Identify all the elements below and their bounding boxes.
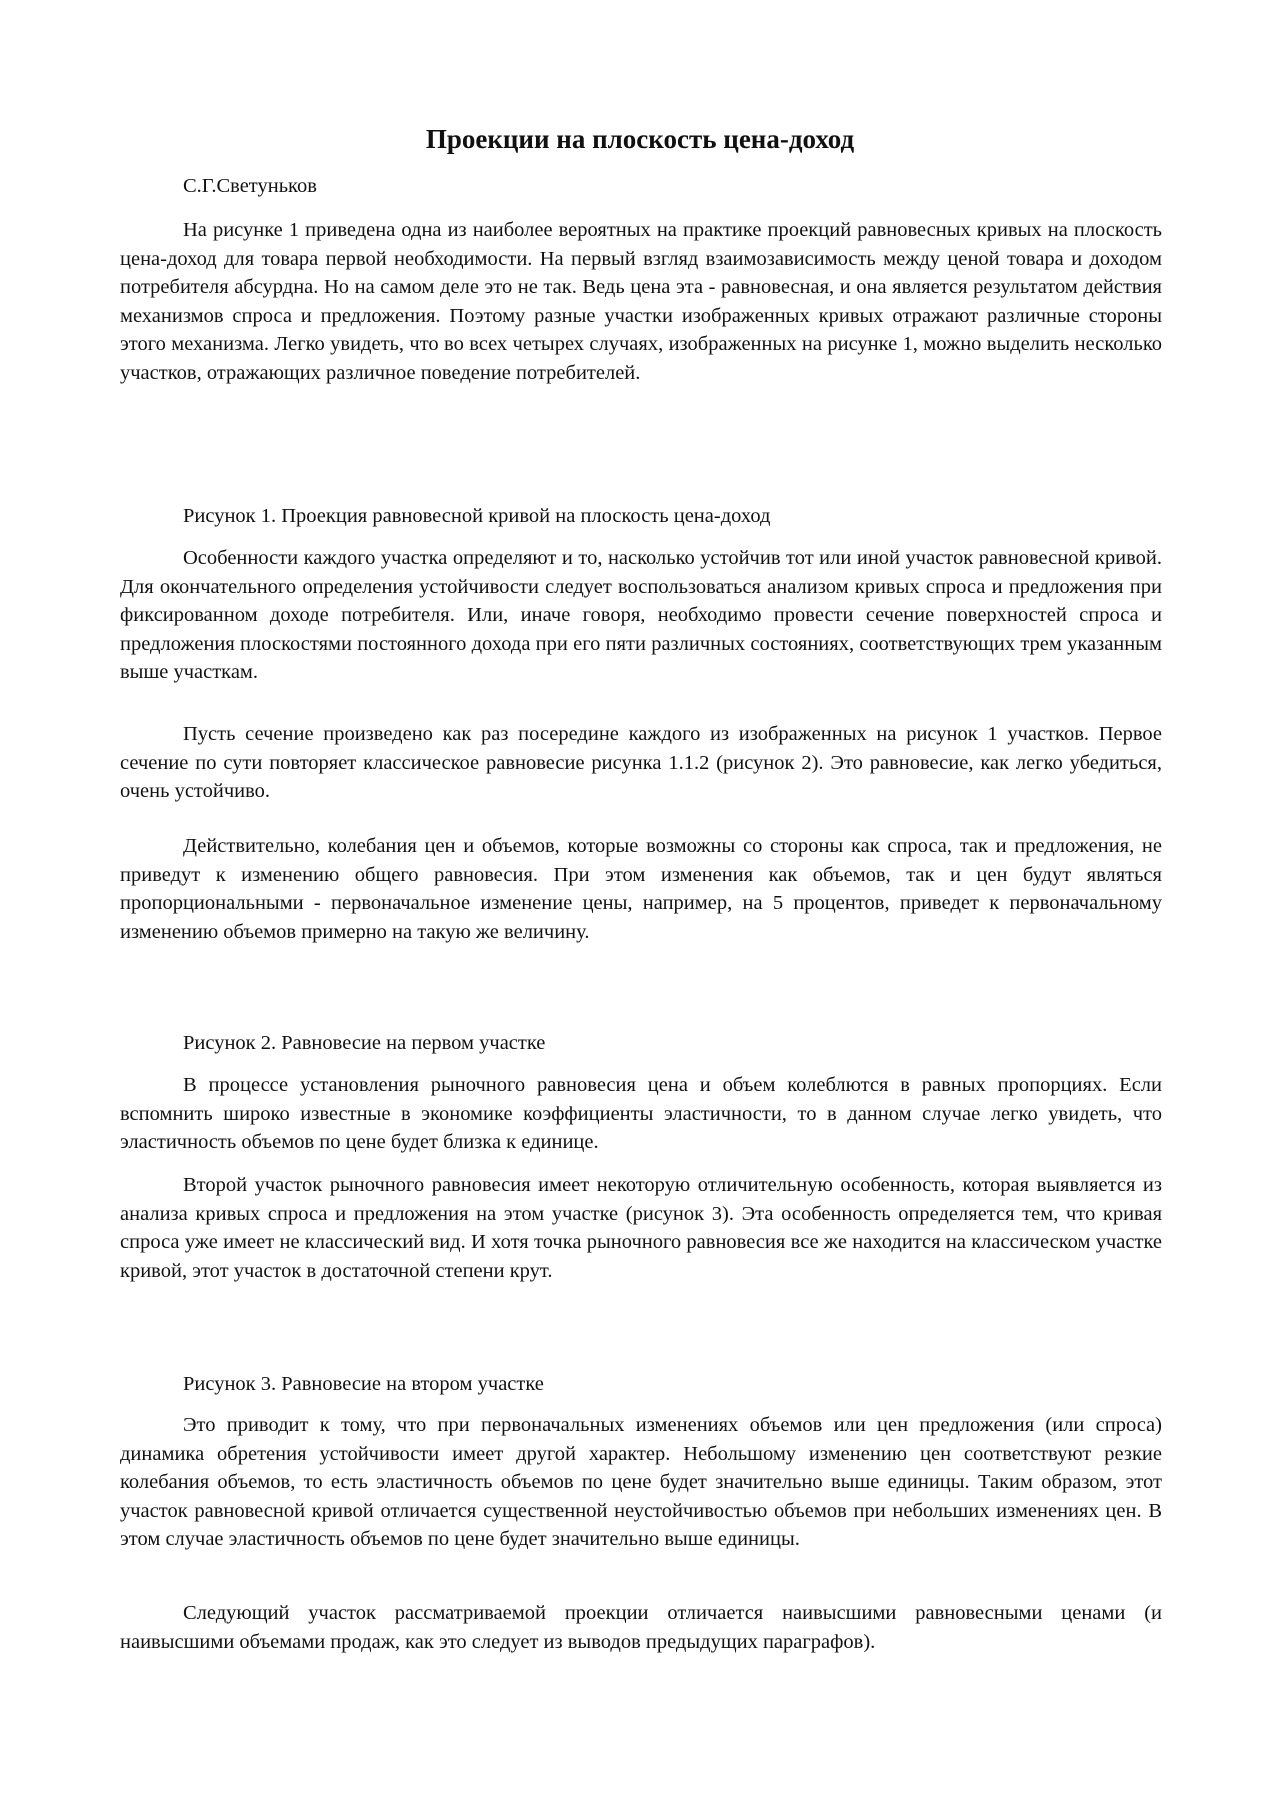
- paragraph: На рисунке 1 приведена одна из наиболее вероятных на практике проекций равновесных кривых на плоскость цена-доход для товара первой необходимости. На первый взгляд взаимозависимость между ценой товара и доходом потребителя абсурдна. Но на самом деле это не так. Ведь цена эта - равновесная, и она является результатом действия механизмов спроса и предложения. Поэтому разные участки изображенных кривых отражают различные стороны этого механизма. Легко увидеть, что во всех четырех случаях, изображенных на рисунке 1, можно выделить несколько участков, отражающих различное поведение потребителей.: [120, 219, 1162, 384]
- paragraph: Следующий участок рассматриваемой проекции отличается наивысшими равновесными ценами (и наивысшими объемами продаж, как это следует из выводов предыдущих параграфов).: [120, 1602, 1162, 1653]
- figure-caption: Рисунок 2. Равновесие на первом участке: [183, 1032, 546, 1054]
- document-title: Проекции на плоскость цена-доход: [425, 124, 855, 154]
- author: С.Г.Светуньков: [183, 175, 317, 197]
- paragraph: Особенности каждого участка определяют и то, насколько устойчив тот или иной участок равновесной кривой. Для окончательного определения устойчивости следует воспользоваться анализом кривых спроса и предложения при фиксированном доходе потребителя. Или, иначе говоря, необходимо провести сечение поверхностей спроса и предложения плоскостями постоянного дохода при его пяти различных состояниях, соответствующих трем указанным выше участкам.: [120, 547, 1162, 684]
- paragraph: Действительно, колебания цен и объемов, которые возможны со стороны как спроса, так и предложения, не приведут к изменению общего равновесия. При этом изменения как объемов, так и цен будут являться пропорциональными - первоначальное изменение цены, например, на 5 процентов, приведет к первоначальному изменению объемов примерно на такую же величину.: [120, 835, 1162, 943]
- paragraph: Пусть сечение произведено как раз посередине каждого из изображенных на рисунок 1 участков. Первое сечение по сути повторяет классическое равновесие рисунка 1.1.2 (рисунок 2). Это равновесие, как легко убедиться, очень устойчиво.: [120, 723, 1162, 803]
- figure-caption: Рисунок 3. Равновесие на втором участке: [183, 1373, 544, 1395]
- paragraph: Второй участок рыночного равновесия имеет некоторую отличительную особенность, которая выявляется из анализа кривых спроса и предложения на этом участке (рисунок 3). Эта особенность определяется тем, что кривая спроса уже имеет не классический вид. И хотя точка рыночного равновесия все же находится на классическом участке кривой, этот участок в достаточной степени крут.: [120, 1174, 1162, 1282]
- paragraph: Это приводит к тому, что при первоначальных изменениях объемов или цен предложения (или спроса) динамика обретения устойчивости имеет другой характер. Небольшому изменению цен соответствуют резкие колебания объемов, то есть эластичность объемов по цене будет значительно выше единицы. Таким образом, этот участок равновесной кривой отличается существенной неустойчивостью объемов при небольших изменениях цен. В этом случае эластичность объемов по цене будет значительно выше единицы.: [120, 1414, 1162, 1551]
- paragraph: В процессе установления рыночного равновесия цена и объем колеблются в равных пропорциях. Если вспомнить широко известные в экономике коэффициенты эластичности, то в данном случае легко увидеть, что эластичность объемов по цене будет близка к единице.: [120, 1074, 1162, 1154]
- figure-caption: Рисунок 1. Проекция равновесной кривой на плоскость цена-доход: [183, 505, 771, 527]
